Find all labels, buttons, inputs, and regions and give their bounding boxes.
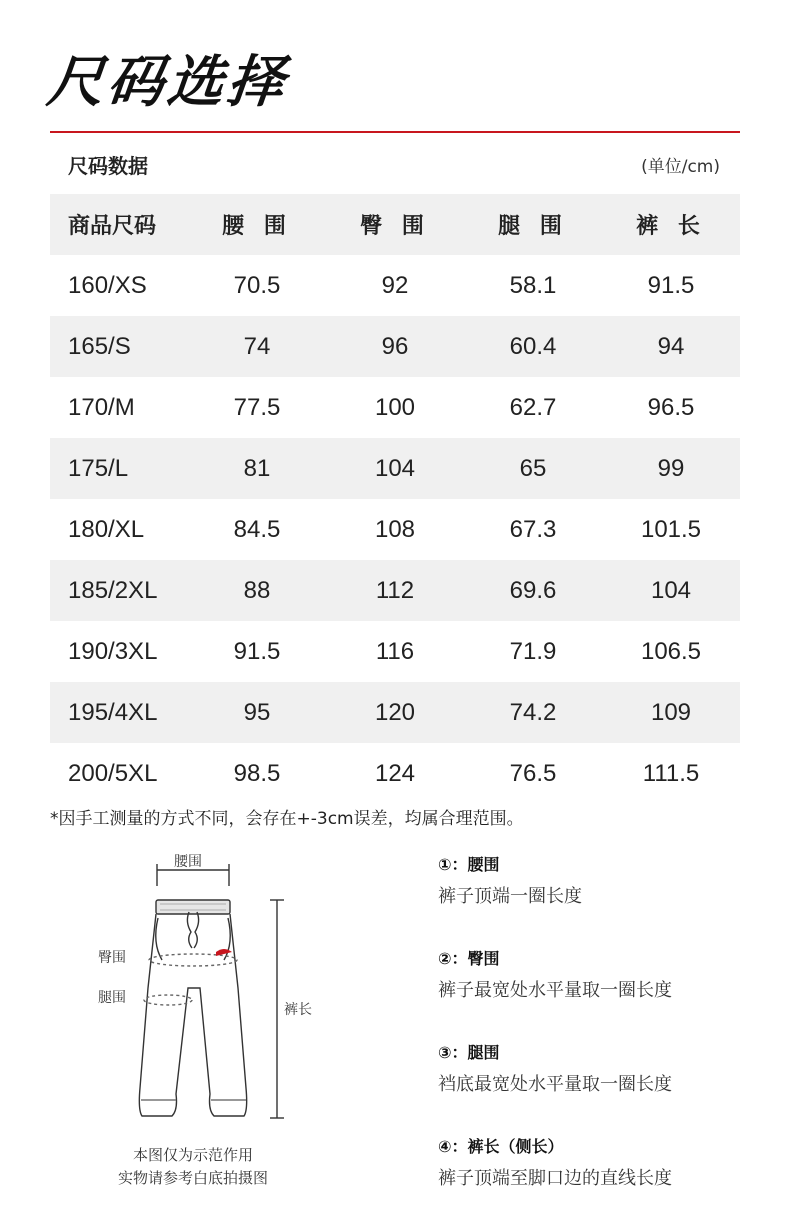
table-row (50, 438, 740, 499)
legend-item-thigh (438, 1040, 758, 1096)
cell-thigh: 67.3 (509, 515, 557, 543)
cell-waist: 84.5 (233, 515, 281, 543)
cell-hip: 92 (381, 271, 409, 299)
legend-heading: ④：裤长（侧长） (438, 1137, 564, 1156)
brand-logo-icon (216, 949, 232, 956)
table-row (50, 560, 740, 621)
caption-line-1: 本图仅为示范作用 (132, 1146, 253, 1164)
hip-label: 臀围 (98, 950, 126, 966)
legend-item-waist (438, 852, 758, 908)
legend-desc: 裤子顶端至脚口边的直线长度 (438, 1168, 672, 1189)
cell-length: 91.5 (647, 271, 695, 299)
cell-waist: 88 (243, 576, 271, 604)
cell-waist: 70.5 (233, 271, 281, 299)
cell-hip: 116 (375, 637, 415, 665)
cell-hip: 100 (374, 393, 416, 421)
cell-thigh: 76.5 (509, 759, 557, 787)
col-header-size: 商品尺码 (68, 214, 157, 239)
cell-length: 111.5 (642, 759, 700, 787)
cell-hip: 96 (381, 332, 409, 360)
table-header-row (50, 194, 740, 255)
legend-heading: ③：腿围 (438, 1043, 500, 1062)
cell-hip: 112 (375, 576, 415, 604)
cell-waist: 74 (243, 332, 271, 360)
legend-desc: 裆底最宽处水平量取一圈长度 (438, 1074, 672, 1095)
size-table (50, 194, 740, 804)
table-row (50, 377, 740, 438)
unit-label: (单位/cm) (641, 157, 720, 177)
cell-waist: 91.5 (233, 637, 281, 665)
cell-waist: 81 (243, 454, 271, 482)
col-header-length: 裤 长 (636, 214, 706, 239)
legend-heading: ②：臀围 (438, 949, 500, 968)
cell-length: 99 (657, 454, 685, 482)
table-row (50, 255, 740, 316)
cell-size: 185/2XL (68, 576, 158, 604)
cell-thigh: 69.6 (509, 576, 557, 604)
table-row (50, 682, 740, 743)
table-row (50, 499, 740, 560)
cell-size: 180/XL (68, 515, 145, 543)
measurement-note: *因手工测量的方式不同，会存在+-3cm误差，均属合理范围。 (50, 809, 524, 829)
cell-length: 101.5 (640, 515, 702, 543)
cell-size: 195/4XL (68, 698, 158, 726)
cell-size: 200/5XL (68, 759, 158, 787)
cell-size: 175/L (68, 454, 129, 482)
title-divider (50, 131, 740, 133)
cell-size: 170/M (68, 393, 135, 421)
length-label: 裤长 (284, 1002, 312, 1018)
cell-length: 104 (650, 576, 692, 604)
cell-thigh: 62.7 (509, 393, 557, 421)
legend-desc: 裤子顶端一圈长度 (438, 886, 582, 907)
legend-desc: 裤子最宽处水平量取一圈长度 (438, 980, 672, 1001)
caption-line-2: 实物请参考白底拍摄图 (117, 1169, 268, 1187)
cell-size: 160/XS (68, 271, 147, 299)
cell-waist: 77.5 (233, 393, 281, 421)
waist-label: 腰围 (174, 854, 202, 870)
cell-size: 165/S (68, 332, 131, 360)
table-row (50, 316, 740, 377)
cell-thigh: 74.2 (509, 698, 557, 726)
col-header-waist: 腰 围 (222, 214, 292, 239)
cell-length: 109 (650, 698, 692, 726)
pants-diagram (88, 848, 338, 1138)
cell-thigh: 58.1 (509, 271, 557, 299)
cell-thigh: 65 (519, 454, 547, 482)
page-title: 尺码选择 (44, 50, 291, 115)
cell-thigh: 71.9 (509, 637, 557, 665)
cell-length: 106.5 (640, 637, 702, 665)
section-title: 尺码数据 (68, 154, 148, 178)
cell-hip: 108 (374, 515, 416, 543)
cell-waist: 95 (243, 698, 271, 726)
cell-size: 190/3XL (68, 637, 158, 665)
table-row (50, 621, 740, 682)
diagram-caption (88, 1144, 298, 1190)
cell-waist: 98.5 (233, 759, 281, 787)
cell-hip: 104 (374, 454, 416, 482)
col-header-thigh: 腿 围 (498, 214, 568, 239)
table-row (50, 743, 740, 804)
legend-heading: ①：腰围 (438, 855, 500, 874)
legend-item-length (438, 1134, 758, 1190)
cell-length: 94 (657, 332, 685, 360)
legend-item-hip (438, 946, 758, 1002)
col-header-hip: 臀 围 (360, 214, 430, 239)
cell-hip: 124 (374, 759, 416, 787)
cell-thigh: 60.4 (509, 332, 557, 360)
cell-length: 96.5 (647, 393, 695, 421)
cell-hip: 120 (374, 698, 416, 726)
thigh-label: 腿围 (98, 990, 126, 1006)
